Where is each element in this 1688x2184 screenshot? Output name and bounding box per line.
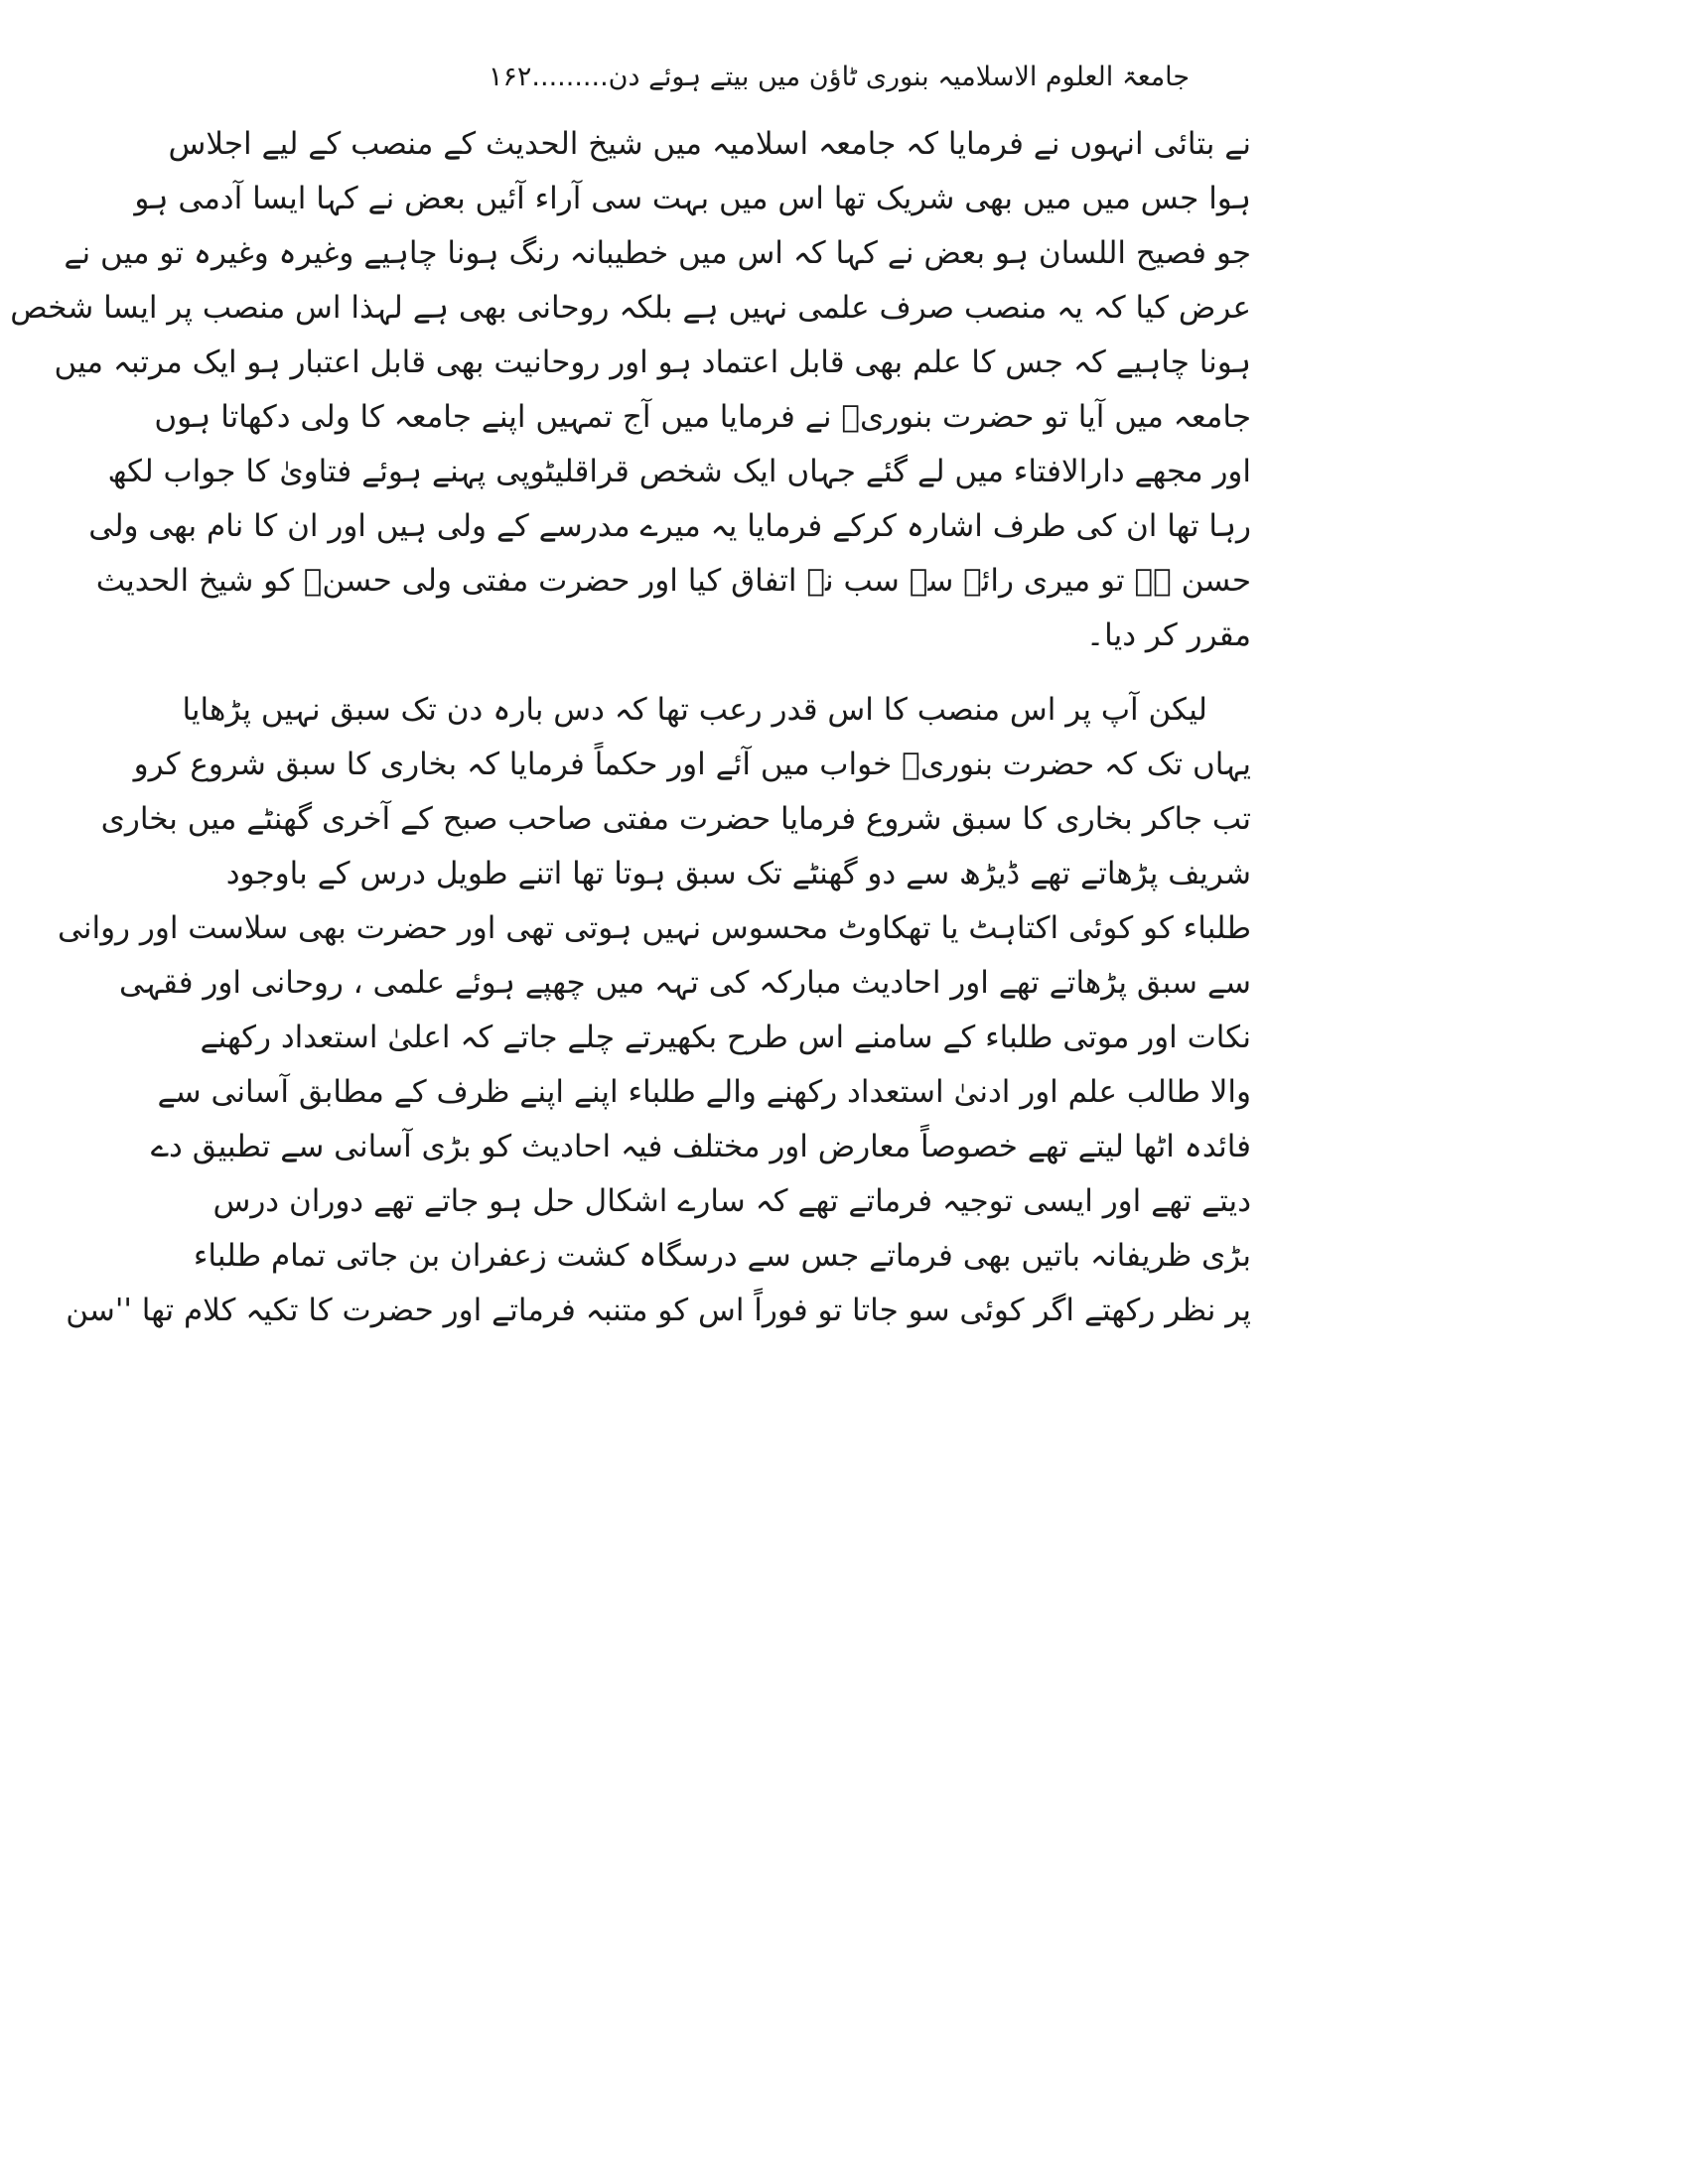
text-line: نکات اور موتی طلباء کے سامنے اس طرح بکھیرتے چلے جاتے کہ اعلیٰ استعداد رکھنے — [200, 1020, 1251, 1055]
text-line: والا طالب علم اور ادنیٰ استعداد رکھنے والے طلباء اپنے اپنے ظرف کے مطابق آسانی سے — [157, 1074, 1251, 1110]
text-line: اور مجھے دارالافتاء میں لے گئے جہاں ایک شخص قراقلیٹوپی پہنے ہوئے فتاویٰ کا جواب لکھ — [107, 454, 1251, 489]
paragraph-1 — [10, 117, 1251, 663]
paragraph-2 — [58, 683, 1251, 1338]
text-line: پر نظر رکھتے اگر کوئی سو جاتا تو فوراً اس کو متنبہ فرماتے اور حضرت کا تکیہ کلام تھا ''سن — [66, 1293, 1251, 1328]
paragraph-spacer — [425, 663, 1251, 683]
text-line: لیکن آپ پر اس منصب کا اس قدر رعب تھا کہ دس بارہ دن تک سبق نہیں پڑھایا — [182, 692, 1207, 728]
text-line: حسن ہے تو میری رائے سے سب نے اتفاق کیا اور حضرت مفتی ولی حسنؒ کو شیخ الحدیث — [95, 563, 1251, 599]
text-line: ہونا چاہیے کہ جس کا علم بھی قابل اعتماد ہو اور روحانیت بھی قابل اعتبار ہو ایک مرتبہ میں — [54, 344, 1251, 380]
text-line: یہاں تک کہ حضرت بنوریؒ خواب میں آئے اور حکماً فرمایا کہ بخاری کا سبق شروع کرو — [133, 747, 1251, 782]
text-line: شریف پڑھاتے تھے ڈیڑھ سے دو گھنٹے تک سبق ہوتا تھا اتنے طویل درس کے باوجود — [225, 856, 1251, 891]
text-line: جو فصیح اللسان ہو بعض نے کہا کہ اس میں خطیبانہ رنگ ہونا چاہیے وغیرہ وغیرہ تو میں نے — [64, 235, 1251, 271]
text-line: بڑی ظریفانہ باتیں بھی فرماتے جس سے درسگاہ کشت زعفران بن جاتی تمام طلباء — [193, 1238, 1251, 1274]
text-line: تب جاکر بخاری کا سبق شروع فرمایا حضرت مفتی صاحب صبح کے آخری گھنٹے میں بخاری — [100, 801, 1251, 837]
text-line: ہوا جس میں میں بھی شریک تھا اس میں بہت سی آراء آئیں بعض نے کہا ایسا آدمی ہو — [134, 181, 1251, 216]
text-line: جامعہ میں آیا تو حضرت بنوریؒ نے فرمایا میں آج تمہیں اپنے جامعہ کا ولی دکھاتا ہوں — [154, 399, 1251, 435]
running-header: جامعۃ العلوم الاسلامیہ بنوری ٹاؤن میں بیتے ہوئے دن.........۱۶۲ — [488, 62, 1191, 92]
text-line: طلباء کو کوئی اکتاہٹ یا تھکاوٹ محسوس نہیں ہوتی تھی اور حضرت بھی سلاست اور روانی — [58, 910, 1251, 946]
text-line: عرض کیا کہ یہ منصب صرف علمی نہیں ہے بلکہ روحانی بھی ہے لہذا اس منصب پر ایسا شخص — [10, 290, 1251, 326]
text-line: سے سبق پڑھاتے تھے اور احادیث مبارکہ کی تہہ میں چھپے ہوئے علمی ، روحانی اور فقہی — [119, 965, 1251, 1001]
body-text — [10, 117, 1251, 1338]
text-line: دیتے تھے اور ایسی توجیہ فرماتے تھے کہ سارے اشکال حل ہو جاتے تھے دوران درس — [212, 1183, 1251, 1219]
text-line: رہا تھا ان کی طرف اشارہ کرکے فرمایا یہ میرے مدرسے کے ولی ہیں اور ان کا نام بھی ولی — [88, 508, 1251, 544]
text-line: فائدہ اٹھا لیتے تھے خصوصاً معارض اور مختلف فیہ احادیث کو بڑی آسانی سے تطبیق دے — [150, 1129, 1251, 1164]
text-line: مقرر کر دیا۔ — [1086, 617, 1251, 653]
text-line: نے بتائی انہوں نے فرمایا کہ جامعہ اسلامیہ میں شیخ الحدیث کے منصب کے لیے اجلاس — [168, 126, 1251, 162]
